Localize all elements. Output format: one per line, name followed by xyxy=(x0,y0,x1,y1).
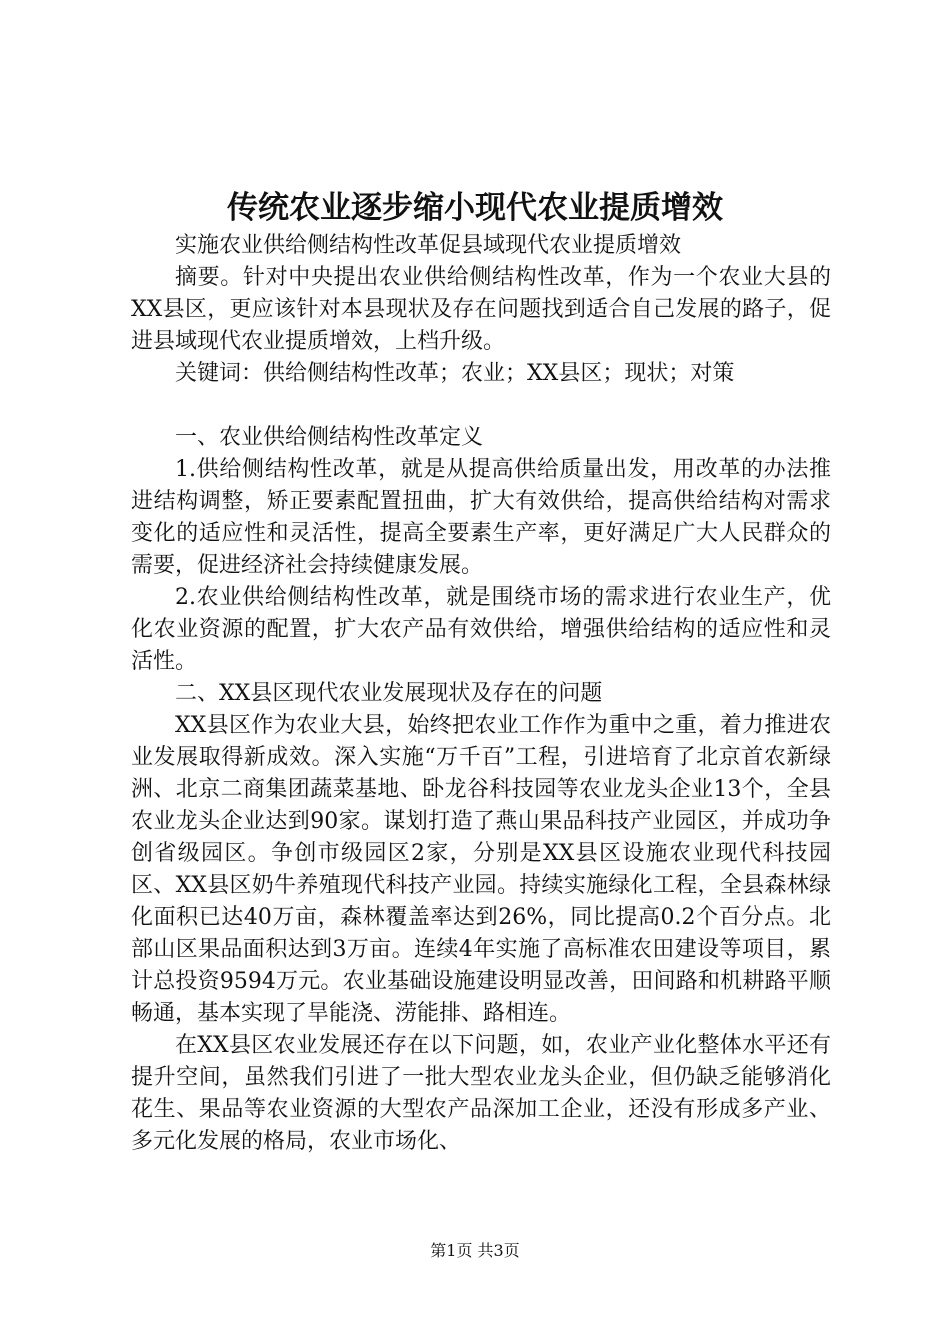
page-indicator: 第1页 共3页 xyxy=(430,1241,520,1260)
body-paragraph: XX县区作为农业大县，始终把农业工作作为重中之重，着力推进农业发展取得新成效。深入实施“万千百”工程，引进培育了北京首农新绿洲、北京二商集团蔬菜基地、卧龙谷科技园等农业龙头企业13个，全县农业龙头企业达到90家。谋划打造了燕山果品科技产业园区，并成功争创省级园区。争创市级园区2家，分别是XX县区设施农业现代科技园区、XX县区奶牛养殖现代科技产业园。持续实施绿化工程，全县森林绿化面积已达40万亩，森林覆盖率达到26%，同比提高0.2个百分点。北部山区果品面积达到3万亩。连续4年实施了高标准农田建设等项目，累计总投资9594万元。农业基础设施建设明显改善，田间路和机耕路平顺畅通，基本实现了旱能浇、涝能排、路相连。 xyxy=(131,713,831,1026)
keywords-line: 关键词：供给侧结构性改革；农业；XX县区；现状；对策 xyxy=(175,361,735,386)
document-title: 传统农业逐步缩小现代农业提质增效 xyxy=(227,190,723,226)
body-paragraph: 在XX县区农业发展还存在以下问题，如，农业产业化整体水平还有提升空间，虽然我们引进了一批大型农业龙头企业，但仍缺乏能够消化花生、果品等农业资源的大型农产品深加工企业，还没有形成多产业、多元化发展的格局，农业市场化、 xyxy=(131,1033,831,1154)
document-body xyxy=(131,230,831,1158)
section-heading: 一、农业供给侧结构性改革定义 xyxy=(175,425,484,450)
blank-line xyxy=(131,390,831,422)
body-paragraph: 1.供给侧结构性改革，就是从提高供给质量出发，用改革的办法推进结构调整，矫正要素配置扭曲，扩大有效供给，提高供给结构对需求变化的适应性和灵活性，提高全要素生产率，更好满足广大人民群众的需要，促进经济社会持续健康发展。 xyxy=(131,457,831,578)
section-heading: 二、XX县区现代农业发展现状及存在的问题 xyxy=(175,681,603,706)
abstract-paragraph: 摘要。针对中央提出农业供给侧结构性改革，作为一个农业大县的XX县区，更应该针对本县现状及存在问题找到适合自己发展的路子，促进县域现代农业提质增效，上档升级。 xyxy=(131,265,831,354)
document-subtitle: 实施农业供给侧结构性改革促县域现代农业提质增效 xyxy=(175,233,682,258)
body-paragraph: 2.农业供给侧结构性改革，就是围绕市场的需求进行农业生产，优化农业资源的配置，扩大农产品有效供给，增强供给结构的适应性和灵活性。 xyxy=(131,585,831,674)
